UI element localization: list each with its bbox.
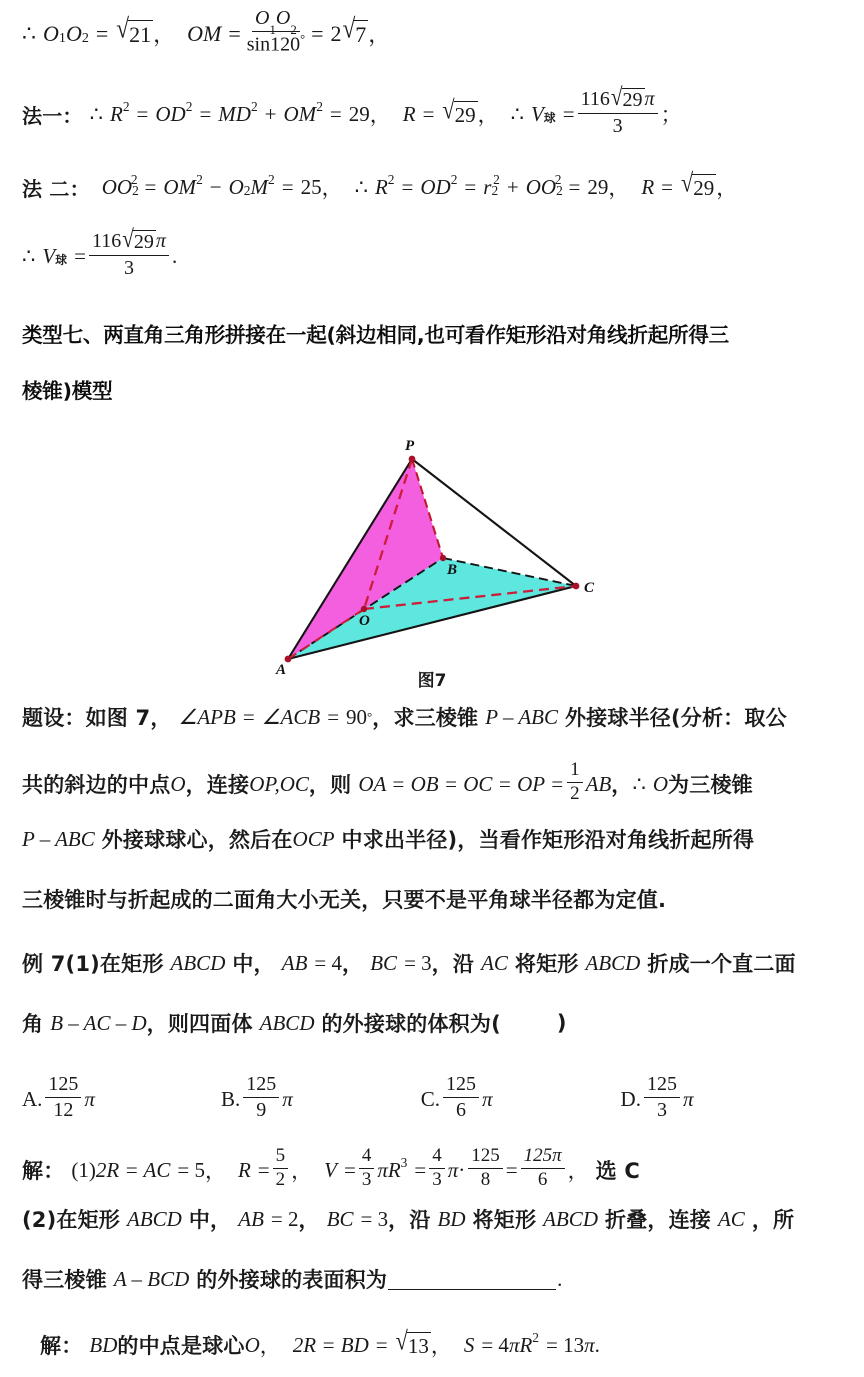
sol1-v: V <box>324 1157 337 1182</box>
om-symbol: OM <box>187 20 222 46</box>
sol1-r-num: 5 <box>275 1145 286 1167</box>
ex3-g: ，所 <box>751 1208 795 1232</box>
option-b-num: 125 <box>246 1073 277 1096</box>
ps2-e: 为三棱锥 <box>668 773 753 798</box>
equals-14: = <box>661 174 674 199</box>
segment-ac-2: AC <box>717 1206 745 1231</box>
ex-d: ，沿 <box>431 952 475 976</box>
sqrt-21-radicand: 21 <box>129 21 152 47</box>
equals-4: = <box>136 101 149 126</box>
option-d-fraction <box>644 1074 680 1121</box>
problem-statement-line-3 <box>22 824 846 854</box>
triangle-ocp: OCP <box>292 826 335 851</box>
semicolon-1: ； <box>660 103 682 128</box>
vertex-label-b: B <box>447 562 458 578</box>
equals-22: = <box>375 1332 388 1357</box>
sqrt-13-radicand: 13 <box>407 1333 429 1358</box>
sol1-v-fraction-4 <box>521 1146 565 1190</box>
sol1-f4-num: 125π <box>523 1145 562 1167</box>
therefore-4: ∴ <box>354 174 368 199</box>
den-3-b: 3 <box>123 257 134 279</box>
ex3-a: (2)在矩形 <box>22 1208 121 1232</box>
od-symbol-2: OD <box>420 174 451 199</box>
sqrt-29-num-b: √ 29 <box>122 224 154 254</box>
math-line-2: 法一： ∴ R $^2$ = OD $^2$ = MD $^2$ + OM $^2$ = 29 ， R = √ 29 ， ∴ V $_球$ = 116 √ 29 π 3 ； <box>22 82 682 137</box>
rect-abcd-2: ABCD <box>585 950 641 975</box>
equals-8: = <box>562 101 575 126</box>
comma-4: ， <box>477 103 499 128</box>
sol1-item: (1) <box>71 1157 96 1182</box>
sol1-dot: · <box>458 1157 466 1182</box>
option-a-num: 125 <box>48 1073 79 1096</box>
sol1-r-cubed: R <box>387 1157 401 1182</box>
ex-b: 中， <box>232 952 275 976</box>
bc-value-3: = 3 <box>404 950 432 975</box>
therefore-5: ∴ <box>22 243 36 268</box>
option-b-pi: π <box>282 1086 293 1111</box>
math-line-1: ∴ O $_1$ O $_2$ = √ 21 ， OM = $\frac{O_1O_2}{\sin 120^\circ}$ = 2 √ 7 ， <box>22 7 391 56</box>
value-29-b: 29 <box>587 174 609 199</box>
option-a-den: 12 <box>53 1099 74 1121</box>
value-25: 25 <box>300 174 322 199</box>
sqrt-29-b-radicand: 29 <box>693 175 715 200</box>
frac-num-o2-sub: 2 <box>290 22 297 37</box>
sol2-r: R <box>519 1332 533 1357</box>
ps2-c: ，则 <box>308 773 352 798</box>
frac-den-sin120: sin120 <box>246 33 301 56</box>
ex-c: ， <box>342 952 364 976</box>
vertex-label-a: A <box>276 662 287 678</box>
sol2-label: 解： <box>40 1334 83 1358</box>
sqrt-29-a: √ 29 <box>442 94 476 127</box>
sol1-r-den: 2 <box>275 1169 286 1190</box>
ps2-d: ， <box>611 773 633 798</box>
equals-7: = <box>422 101 435 126</box>
sol1-r: R <box>237 1157 251 1182</box>
sol2-center-o: O <box>244 1332 260 1357</box>
equals-3: = <box>311 20 324 46</box>
option-b-key: B. <box>220 1086 241 1111</box>
sol1-pi-1: π <box>377 1157 388 1182</box>
ps2-b: ，连接 <box>185 773 250 798</box>
section-heading-line-2: 棱锥)模型 <box>22 379 113 403</box>
sqrt-13: √ 13 <box>395 1325 429 1358</box>
option-c[interactable] <box>420 1073 493 1123</box>
example7-line-2 <box>22 1008 846 1038</box>
value-90: 90 <box>346 704 368 729</box>
problem-statement-line-2 <box>22 759 846 806</box>
option-d[interactable] <box>620 1073 694 1123</box>
geometry-figure <box>0 432 864 700</box>
sol1-f3-num: 125 <box>471 1145 500 1167</box>
sol1-v-fraction-1 <box>359 1146 375 1190</box>
solution-2-line: 解： BD 的中点是球心 O ， 2R = BD = √ 13 ， S = 4 π R $^2$ = 13 π . <box>40 1325 600 1358</box>
ex2-d: ) <box>556 1011 567 1035</box>
rect-abcd-1: ABCD <box>170 950 226 975</box>
vertex-label-p: P <box>405 438 415 454</box>
half-den: 2 <box>570 783 580 804</box>
ex-e: 将矩形 <box>514 952 579 976</box>
sol2-pi-2: π <box>584 1332 595 1357</box>
o2-symbol: O <box>65 20 82 46</box>
angle-acb: ∠ACB <box>261 704 321 729</box>
equals-19: = <box>343 1157 356 1182</box>
angle-apb: ∠APB <box>178 704 236 729</box>
equals-5: = <box>199 101 212 126</box>
option-a[interactable] <box>22 1073 95 1123</box>
r-symbol-2: R <box>402 101 416 126</box>
pabc-label-2: P – ABC <box>22 826 95 851</box>
therefore-3: ∴ <box>510 101 525 126</box>
segment-bd-1: BD <box>437 1206 466 1231</box>
option-a-fraction <box>45 1074 81 1121</box>
sol2-s-eq: = 4 <box>481 1332 509 1357</box>
pabc-label-1: P – ABC <box>485 704 558 729</box>
num-116-a: 116 <box>580 88 610 111</box>
comma-7: ， <box>716 176 738 200</box>
rect2-abcd-1: ABCD <box>127 1206 182 1231</box>
sol1-comma-2: ， <box>291 1159 313 1184</box>
sol2-comma-2: ， <box>430 1334 452 1358</box>
sqrt-29-num-b-radicand: 29 <box>133 231 154 254</box>
r-symbol-3: R <box>374 174 388 199</box>
ps3-a: 外接球球心，然后在 <box>101 828 293 852</box>
num-116-b: 116 <box>92 230 122 253</box>
math-line-3: 法 二： OO $_2$ $^2$ = OM $^2$ − O $_2$ M $^2$ = 25 ， ∴ R $^2$ = OD $^2$ = r $_2$ $^2$ + OO $_2$ $^2$ = 29 ， R = √ 29 ， <box>22 167 738 201</box>
sqrt-29-a-radicand: 29 <box>454 102 476 127</box>
period-1: . <box>171 243 178 268</box>
option-a-key: A. <box>22 1086 43 1111</box>
vertex-dot-b <box>440 555 446 561</box>
sol1-r-fraction <box>273 1146 289 1190</box>
example7-part2-line-2 <box>22 1264 846 1294</box>
equals-16: = <box>242 704 255 729</box>
od-symbol-1: OD <box>155 101 186 126</box>
degree-symbol-1: ° <box>300 32 306 46</box>
fraction-om <box>244 8 308 55</box>
equals-18: = <box>257 1157 270 1182</box>
option-d-pi: π <box>682 1086 694 1111</box>
ex3-c: ， <box>298 1208 320 1232</box>
answer-blank[interactable] <box>388 1268 556 1290</box>
oo2b-symbol: OO <box>525 174 557 199</box>
option-d-key: D. <box>620 1086 641 1111</box>
therefore-6: ∴ <box>632 771 646 796</box>
equals-20: = <box>414 1157 427 1182</box>
point-o-2: O <box>652 771 669 796</box>
ps-suffix: 外接球半径(分析：取公 <box>564 706 787 730</box>
r-symbol-4: R <box>641 174 655 199</box>
coef-2: 2 <box>330 20 342 46</box>
sol2-period: . <box>594 1332 600 1357</box>
fraction-volume-1 <box>578 82 658 137</box>
sqrt-29-b: √ 29 <box>681 167 715 200</box>
sol2-s: S <box>463 1332 475 1357</box>
method-one-label: 法一： <box>22 103 83 128</box>
plus-1: + <box>264 101 277 126</box>
sol2-comma-1: ， <box>259 1334 281 1358</box>
value-29-a: 29 <box>348 101 370 126</box>
comma-6: ， <box>608 176 630 200</box>
tetra-abcd: ABCD <box>259 1010 315 1035</box>
frac-num-o1: O <box>255 7 270 30</box>
sol1-ac-value: = 5 <box>177 1157 205 1182</box>
ex-a: 例 7(1)在矩形 <box>22 952 164 976</box>
point-o-1: O <box>170 771 186 796</box>
answer-options-row <box>22 1073 846 1123</box>
segment-bc-2: BC <box>326 1206 354 1231</box>
option-b-den: 9 <box>256 1099 267 1121</box>
sol2-pi-1: π <box>508 1332 520 1357</box>
ab-value-2: = 2 <box>270 1206 299 1231</box>
method-two-label: 法 二： <box>22 176 90 201</box>
example7-line-1 <box>22 948 846 978</box>
pi-symbol-2: π <box>155 230 166 253</box>
comma-1: ， <box>153 22 176 48</box>
equals-6: = <box>329 101 342 126</box>
sqrt-7-radicand: 7 <box>355 21 367 47</box>
ps4: 三棱锥时与折起成的二面角大小无关，只要不是平角球半径都为定值. <box>22 888 667 912</box>
o2m-symbol: O <box>228 174 244 199</box>
o1-symbol: O <box>43 20 59 46</box>
sol1-v-fraction-3 <box>468 1146 503 1190</box>
dihedral-b-ac-d: B – AC – D <box>50 1010 147 1035</box>
comma-2: ， <box>368 22 391 48</box>
ex4-b: 的外接球的表面积为 <box>196 1268 388 1292</box>
option-c-key: C. <box>420 1086 441 1111</box>
plus-2: + <box>506 174 519 199</box>
sqrt-29-num-a: √ 29 <box>610 82 643 112</box>
sol1-comma-3: ， <box>567 1159 589 1184</box>
example7-part2-line-1 <box>22 1204 846 1234</box>
md-symbol: MD <box>218 101 251 126</box>
sol1-f4-den: 6 <box>537 1169 548 1190</box>
segment-bc-1: BC <box>370 950 398 975</box>
therefore-2: ∴ <box>89 101 103 126</box>
ps-prefix: 题设：如图 7， <box>22 706 172 730</box>
vertex-dot-c <box>573 583 580 590</box>
equals-1: = <box>95 20 109 46</box>
equals-10: = <box>281 174 294 199</box>
ps2-a: 共的斜边的中点 <box>22 773 171 798</box>
v-symbol-1: V <box>531 101 544 126</box>
equals-9: = <box>144 174 157 199</box>
equals-21: = <box>505 1157 518 1182</box>
vertex-label-o: O <box>359 613 370 629</box>
comma-3: ， <box>369 103 391 128</box>
segment-ac-1: AC <box>481 950 508 975</box>
frac-num-o1-sub: 1 <box>269 22 276 37</box>
option-c-num: 125 <box>446 1073 477 1096</box>
option-c-pi: π <box>482 1086 493 1111</box>
sol1-pi-2: π <box>447 1157 459 1182</box>
oo2-symbol: OO <box>101 174 133 199</box>
bc-value-3b: = 3 <box>360 1206 389 1231</box>
ex3-d: ，沿 <box>388 1208 431 1232</box>
sol2-bd: BD <box>89 1332 118 1357</box>
ex-f: 折成一个直二面 <box>647 952 796 976</box>
ex4-period: . <box>557 1266 563 1291</box>
ab-value-4: = 4 <box>314 950 343 975</box>
option-b-fraction <box>243 1074 279 1121</box>
sol1-v-fraction-2 <box>429 1146 445 1190</box>
sol1-v-den: 3 <box>361 1169 372 1190</box>
r-symbol-1: R <box>109 101 123 126</box>
equals-11: = <box>401 174 414 199</box>
option-c-den: 6 <box>456 1099 467 1121</box>
sol1-v-num: 4 <box>361 1145 372 1167</box>
den-3-a: 3 <box>612 115 623 137</box>
vertex-label-c: C <box>584 580 595 596</box>
therefore-symbol: ∴ <box>22 20 36 46</box>
sol2-s-eq2: = 13 <box>546 1332 585 1357</box>
ps3-b: 中求出半径)，当看作矩形沿对角线折起所得 <box>341 828 755 852</box>
om-symbol-2: OM <box>283 101 317 126</box>
minus-1: − <box>209 174 222 199</box>
ex2-a: 角 <box>22 1012 44 1036</box>
sol1-comma-1: ， <box>204 1159 226 1184</box>
degree-symbol-2: ° <box>367 709 373 724</box>
section-heading-line-1: 类型七、两直角三角形拼接在一起(斜边相同,也可看作矩形沿对角线折起所得三 <box>22 323 729 347</box>
equals-2: = <box>228 20 241 46</box>
om-symbol-3: OM <box>163 174 197 199</box>
comma-5: ， <box>321 176 343 200</box>
math-line-4: ∴ V $_球$ = 116 √ 29 π 3 . <box>22 224 178 279</box>
half-num: 1 <box>570 759 580 781</box>
segments-op-oc: OP,OC <box>249 771 309 796</box>
segment-ab-2: AB <box>281 950 308 975</box>
equals-12: = <box>464 174 477 199</box>
tetrahedron-diagram-svg <box>0 432 864 700</box>
ex3-b: 中， <box>188 1208 232 1232</box>
option-a-pi: π <box>84 1086 95 1111</box>
equal-chain: OA = OB = OC = OP = <box>358 771 565 796</box>
sqrt-7: √ 7 <box>342 13 367 47</box>
sol2-2r-bd: 2R = BD <box>292 1332 369 1357</box>
segment-ab-1: AB <box>585 771 612 796</box>
sol1-f3-den: 8 <box>480 1169 491 1190</box>
equals-13: = <box>568 174 581 199</box>
option-b[interactable] <box>220 1073 293 1123</box>
sol1-f2-den: 3 <box>432 1169 442 1190</box>
solution-1-line: 解： (1) 2R = AC = 5 ， R = $\frac{5}{2}$ ， V = $\frac{4}{3}$ π R $^3$ = $\frac{4}{3}$ π · $\frac{125}{8}$ = $\frac{125\pi}{6}$ ， 选 C <box>22 1145 640 1190</box>
sol2-a: 的中点是球心 <box>117 1334 245 1358</box>
ex2-b: ，则四面体 <box>146 1012 253 1036</box>
vertex-dot-o <box>361 606 367 612</box>
option-d-num: 125 <box>646 1073 677 1096</box>
sol1-f2-num: 4 <box>432 1145 442 1167</box>
segment-ab-3: AB <box>238 1206 264 1231</box>
sol1-label: 解： <box>22 1159 65 1184</box>
equals-17: = <box>327 704 340 729</box>
problem-statement-line-1 <box>22 702 846 732</box>
o2m-m: M <box>250 174 269 199</box>
option-c-fraction <box>443 1074 479 1121</box>
sol1-choice: 选 C <box>595 1159 640 1184</box>
fraction-half <box>567 760 583 804</box>
pi-symbol-1: π <box>644 88 655 111</box>
rect2-abcd-2: ABCD <box>543 1206 598 1231</box>
ex4-a: 得三棱锥 <box>22 1268 107 1292</box>
ex3-e: 将矩形 <box>472 1208 537 1232</box>
ex2-c: 的外接球的体积为( <box>321 1012 501 1036</box>
sol1-2r-ac: 2R = AC <box>95 1157 171 1182</box>
sqrt-21: √ 21 <box>116 13 152 47</box>
equals-15: = <box>74 243 86 268</box>
r2-symbol: r <box>483 174 492 199</box>
problem-statement-line-4 <box>22 884 846 914</box>
sqrt-29-num-a-radicand: 29 <box>622 89 643 112</box>
v-symbol-2: V <box>42 243 56 268</box>
tetra-a-bcd: A – BCD <box>113 1266 190 1291</box>
figure-caption: 图7 <box>417 671 447 691</box>
ex3-f: 折叠，连接 <box>604 1208 711 1232</box>
vertex-dot-p <box>409 456 416 463</box>
frac-num-o2: O <box>275 7 291 30</box>
ps-mid: ，求三棱锥 <box>372 706 479 730</box>
option-d-den: 3 <box>656 1099 667 1121</box>
